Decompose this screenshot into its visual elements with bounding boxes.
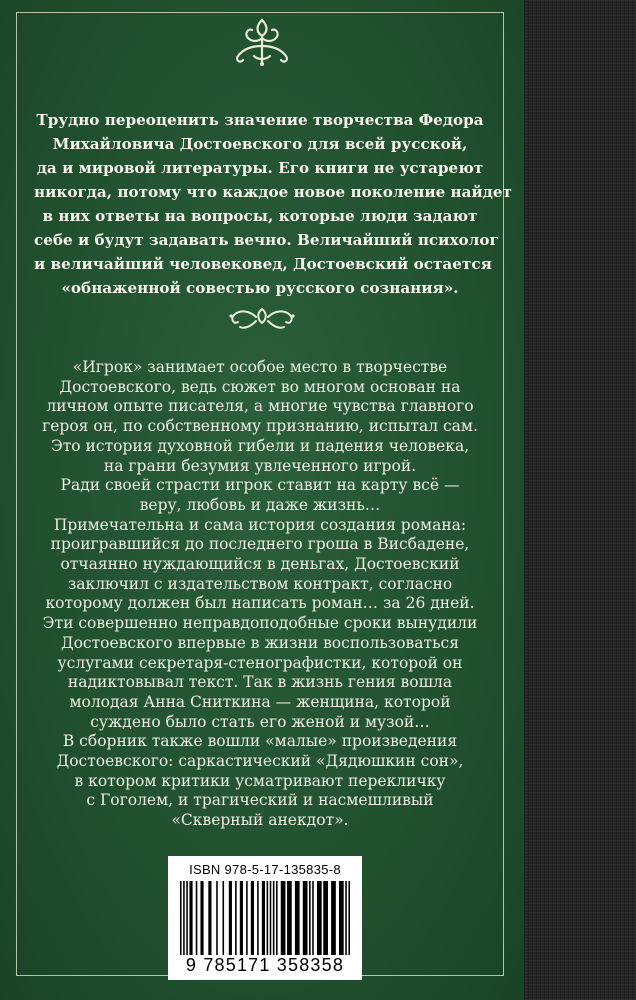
barcode-bar [240,881,243,955]
body-line: героя он, по собственному признанию, испытал сам. [42,417,478,436]
body-line: молодая Анна Сниткина — женщина, которой [69,692,451,711]
intro-line: никогда, потому что каждое новое поколение найдет [34,183,512,201]
barcode-bar [208,881,211,955]
barcode-bar [295,881,300,955]
barcode-bar [246,881,248,955]
barcode-bar [229,881,232,955]
body-line: заключил с издательством контракт, согласно [67,574,453,593]
barcode-bar [309,881,311,955]
body-line: Ради своей страсти игрок ставит на карту всё — [60,476,460,495]
intro-line: себе и будут задавать вечно. Величайший психолог [34,231,499,249]
book-spine [524,0,636,1000]
body-line: проигравшийся до последнего гроша в Висбадене, [50,535,470,554]
barcode-bar [345,881,347,955]
barcode-bar [216,881,218,955]
body-line: суждено было стать его женой и музой… [90,712,430,731]
body-line: В сборник также вошли «малые» произведения [62,732,458,751]
barcode-bar [189,881,192,955]
body-line: Примечательна и сама история создания романа: [53,515,467,534]
barcode-bar [339,881,344,955]
intro-line: в них ответы на вопросы, которые люди задают [42,207,478,225]
barcode-bar [303,881,308,955]
intro-paragraph [34,108,512,300]
body-line: Это история духовной гибели и падения человека, [50,436,470,455]
barcode-bar [223,881,225,955]
body-line: личном опыте писателя, а многие чувства главного [46,397,474,416]
barcode-bar [267,881,269,955]
body-line: «Скверный анекдот». [171,811,349,830]
barcode-bar [251,881,254,955]
body-line: отчаянно нуждающийся в деньгах, Достоевский [60,555,460,574]
barcode-bars [180,881,350,955]
body-line: Эти совершенно неправдоподобные сроки вынудили [42,614,478,633]
barcode-bar [270,881,272,955]
barcode-bar [183,881,185,955]
barcode-bar [273,881,275,955]
body-line: услугами секретаря-стенографистки, которой он [57,653,463,672]
intro-line: «обнаженной совестью русского сознания». [61,279,459,297]
barcode-bar [235,881,237,955]
intro-line: Трудно переоценить значение творчества Федора [36,111,484,129]
body-line: Достоевского, ведь сюжет во многом основан на [59,377,461,396]
body-line: на грани безумия увлеченного игрой. [103,456,417,475]
body-line: которому должен был написать роман… за 26 дней. [45,594,475,613]
body-line: с Гоголем, и трагический и насмешливый [86,791,434,810]
barcode-label [168,856,362,980]
barcode-bar [196,881,198,955]
intro-line: и величайший человековед, Достоевский остается [34,255,492,273]
body-line: Достоевского: саркастический «Дядюшкин сон», [56,752,464,771]
ornament-top-icon [230,16,294,68]
intro-line: да и мировой литературы. Его книги не устареют [36,159,484,177]
barcode-bar [323,881,328,955]
barcode-bar [257,881,259,955]
barcode-bar [331,881,336,955]
ean-digits: 9 785171 358358 [185,955,345,975]
barcode-bar [281,881,286,955]
body-line: «Игрок» занимает особое место в творчестве [72,358,448,376]
barcode-bar [200,881,203,955]
barcode-bar [276,881,278,955]
barcode-bar [287,881,292,955]
body-line: надиктовывал текст. Так в жизнь гения вошла [67,673,453,692]
barcode-bar [186,881,188,955]
barcode-bar [348,881,350,955]
barcode-bar [312,881,314,955]
description-paragraph [30,358,490,831]
ornament-divider-icon [226,303,298,333]
body-line: Достоевского впервые в жизни воспользоваться [60,633,459,652]
isbn-text: ISBN 978-5-17-135835-8 [189,862,341,877]
barcode-bar [180,881,182,955]
barcode-bar [317,881,322,955]
body-line: в котором критики усматривают перекличку [74,771,446,790]
barcode-bar [262,881,265,955]
body-line: веру, любовь и даже жизнь… [139,495,381,514]
intro-line: Михайловича Достоевского для всей русской, [52,135,468,153]
